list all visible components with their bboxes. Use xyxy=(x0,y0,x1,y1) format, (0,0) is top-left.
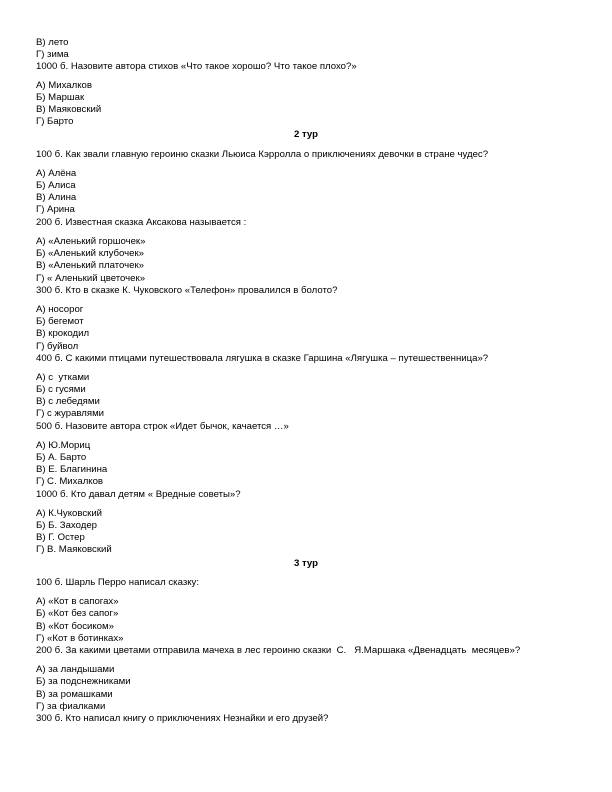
answer-option: А) Михалков xyxy=(36,80,92,91)
answer-option: А) носорог xyxy=(36,304,84,315)
answer-option: А) с утками xyxy=(36,372,90,383)
answer-option: Б) бегемот xyxy=(36,316,84,327)
answer-option: Г) зима xyxy=(36,49,69,60)
answer-option: Б) А. Барто xyxy=(36,452,87,463)
answer-option: В) «Аленький платочек» xyxy=(36,260,144,271)
answer-option: Б) «Аленький клубочек» xyxy=(36,248,144,259)
question-text: 500 б. Назовите автора строк «Идет бычок, качается …» xyxy=(36,421,289,432)
answer-option: А) «Аленький горшочек» xyxy=(36,236,146,247)
answer-option: В) Алина xyxy=(36,192,77,203)
answer-option: Г) с журавлями xyxy=(36,408,105,419)
answer-option: В) «Кот босиком» xyxy=(36,621,114,632)
answer-option: В) Е. Благинина xyxy=(36,464,108,475)
question-text: 200 б. Известная сказка Аксакова называется : xyxy=(36,217,247,228)
answer-option: В) с лебедями xyxy=(36,396,100,407)
answer-option: В) лето xyxy=(36,37,69,48)
question-text: 1000 б. Кто давал детям « Вредные советы»? xyxy=(36,489,241,500)
answer-option: В) крокодил xyxy=(36,328,90,339)
answer-option: Б) Б. Заходер xyxy=(36,520,97,531)
answer-option: В) Маяковский xyxy=(36,104,102,115)
answer-option: В) за ромашками xyxy=(36,689,113,700)
question-text: 300 б. Кто в сказке К. Чуковского «Телефон» провалился в болото? xyxy=(36,285,338,296)
answer-option: Б) за подснежниками xyxy=(36,676,131,687)
question-text: 100 б. Шарль Перро написал сказку: xyxy=(36,577,199,588)
answer-option: Г) Арина xyxy=(36,204,75,215)
question-text: 300 б. Кто написал книгу о приключениях Незнайки и его друзей? xyxy=(36,713,329,724)
answer-option: Г) В. Маяковский xyxy=(36,544,112,555)
answer-option: Б) с гусями xyxy=(36,384,86,395)
answer-option: Г) Барто xyxy=(36,116,74,127)
answer-option: Б) «Кот без сапог» xyxy=(36,608,119,619)
round-heading: 3 тур xyxy=(293,558,318,569)
answer-option: Г) «Кот в ботинках» xyxy=(36,633,124,644)
round-heading: 2 тур xyxy=(293,129,318,140)
answer-option: А) «Кот в сапогах» xyxy=(36,596,119,607)
answer-option: Б) Маршак xyxy=(36,92,85,103)
answer-option: В) Г. Остер xyxy=(36,532,85,543)
question-text: 100 б. Как звали главную героиню сказки Льюиса Кэрролла о приключениях девочки в стране чудес? xyxy=(36,149,489,160)
answer-option: А) за ландышами xyxy=(36,664,115,675)
question-text: 1000 б. Назовите автора стихов «Что такое хорошо? Что такое плохо?» xyxy=(36,61,357,72)
answer-option: Г) буйвол xyxy=(36,341,79,352)
answer-option: Г) С. Михалков xyxy=(36,476,104,487)
answer-option: А) Алёна xyxy=(36,168,77,179)
answer-option: А) К.Чуковский xyxy=(36,508,103,519)
answer-option: Г) « Аленький цветочек» xyxy=(36,273,146,284)
question-text: 200 б. За какими цветами отправила мачеха в лес героиню сказки С. Я.Маршака «Двенадцать месяцев»? xyxy=(36,645,521,656)
answer-option: Г) за фиалками xyxy=(36,701,106,712)
answer-option: А) Ю.Мориц xyxy=(36,440,91,451)
question-text: 400 б. С какими птицами путешествовала лягушка в сказке Гаршина «Лягушка – путешественница»? xyxy=(36,353,489,364)
answer-option: Б) Алиса xyxy=(36,180,76,191)
